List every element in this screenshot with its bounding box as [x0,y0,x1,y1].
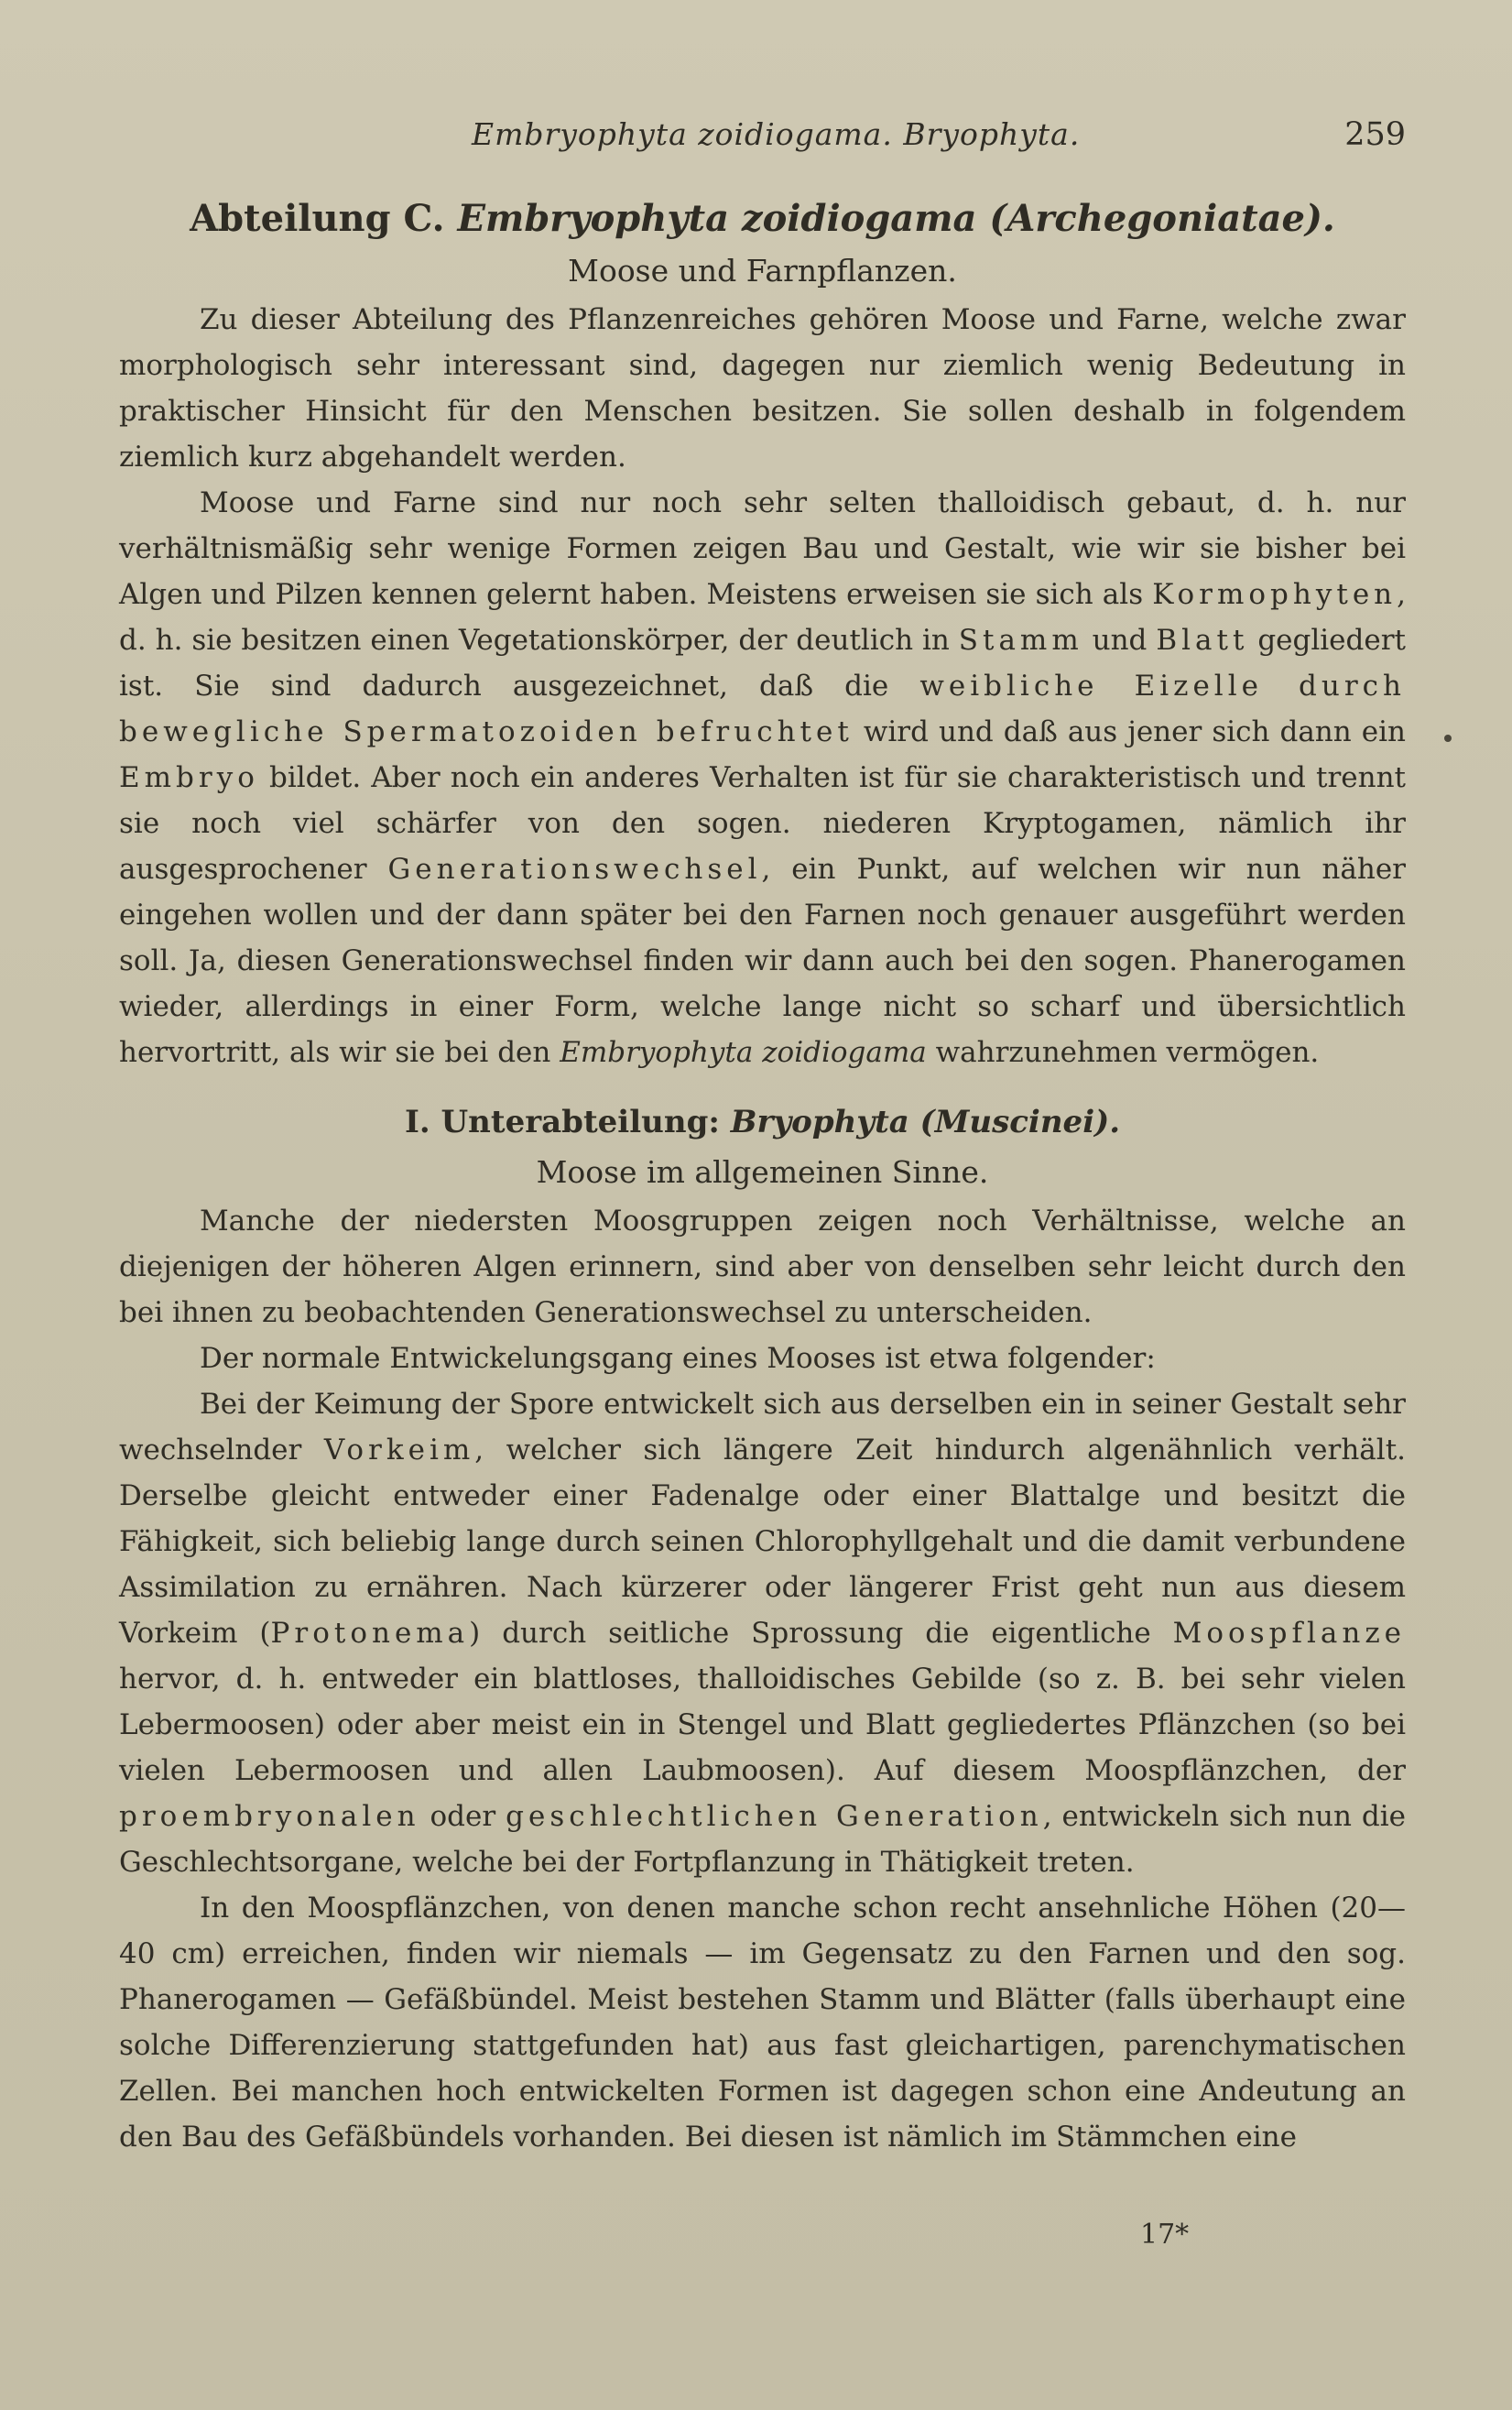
spaced-term: Moospflanze [1172,1617,1406,1650]
signature-mark: 17* [1140,2219,1190,2251]
margin-mark [1444,735,1452,742]
spaced-term: Generationswechsel [387,853,762,886]
text-run: , entwickeln sich nun die Geschlechtsorgane, welche bei der Fortpflanzung in Thätigkeit treten. [119,1800,1406,1879]
spaced-term: proembryonalen [119,1800,420,1833]
paragraph-2 [119,480,1406,1075]
text-run: wahrzunehmen vermögen. [935,1036,1320,1069]
spaced-term: Kormophyten [1152,578,1398,611]
spaced-term: Protonema [270,1617,470,1650]
text-run: gegliedert ist. Sie sind dadurch ausgezeichnet, daß die [119,624,1406,703]
page-number: 259 [1344,116,1406,153]
section-subtitle: Moose und Farnpflanzen. [568,253,957,289]
subsection-latin-title: Bryophyta (Muscinei). [730,1104,1121,1140]
subsection-subtitle: Moose im allgemeinen Sinne. [536,1154,989,1190]
running-title: Embryophyta zoidiogama. Bryophyta. [472,116,1081,152]
section-label: Abteilung C. [190,197,445,240]
paragraph-1: Zu dieser Abteilung des Pflanzenreiches gehören Moose und Farne, welche zwar morphologisch sehr interessant sind, dagegen nur ziemlich wenig Bedeutung in praktischer Hinsicht für den Menschen besitzen. Sie sollen deshalb in folgendem ziemlich kurz abgehandelt werden. [119,303,1406,474]
italic-term: Embryophyta zoidiogama [560,1036,927,1069]
text-run: , ein Punkt, auf welchen wir nun näher eingehen wollen und der dann später bei den Farnen noch genauer ausgeführt werden soll. Ja, diesen Generationswechsel finden wir dann auch bei den sogen. Phanerogamen wieder, allerdings in einer Form, welche lange nicht so scharf und übersichtlich hervortritt, als wir sie bei den [119,853,1406,1069]
running-head [197,112,1406,158]
spaced-term: weibliche Eizelle durch bewegliche Spermatozoiden befruchtet [119,670,1407,748]
paragraph-6: In den Moospflänzchen, von denen manche schon recht ansehnliche Höhen (20—40 cm) erreichen, finden wir niemals — im Gegensatz zu den Farnen und den sog. Phanerogamen — Gefäßbündel. Meist bestehen Stamm und Blätter (falls überhaupt eine solche Differenzierung stattgefunden hat) aus fast gleichartigen, parenchymatischen Zellen. Bei manchen hoch entwickelten Formen ist dagegen schon eine Andeutung an den Bau des Gefäßbündels vorhanden. Bei diesen ist nämlich im Stämmchen eine [119,1892,1406,2154]
spaced-term: geschlechtlichen Generation [506,1800,1043,1833]
subsection-heading [119,1099,1406,1145]
section-heading [119,194,1406,244]
subsection-label: I. Unterabteilung: [404,1104,720,1140]
spaced-term: Vorkeim [323,1434,475,1467]
page-content [119,194,1406,2160]
section-latin-title: Embryophyta zoidiogama (Archegoniatae). [457,197,1335,240]
paragraph-5 [119,1381,1406,1885]
text-run: und [1092,624,1148,657]
text-run: ) durch seitliche Sprossung die eigentliche [469,1617,1151,1650]
text-run: , welcher sich längere Zeit hindurch algenähnlich verhält. Derselbe gleicht entweder einer Fadenalge oder einer Blattalge und besitzt die Fähigkeit, sich beliebig lange durch seinen Chlorophyllgehalt und die damit verbundene Assimilation zu ernähren. Nach kürzerer oder längerer Frist geht nun aus diesem Vorkeim ( [119,1434,1407,1650]
paragraph-3: Manche der niedersten Moosgruppen zeigen noch Verhältnisse, welche an diejenigen der höheren Algen erinnern, sind aber von denselben sehr leicht durch den bei ihnen zu beobachtenden Generationswechsel zu unterscheiden. [119,1205,1406,1329]
text-run: bildet. Aber noch ein anderes Verhalten ist für sie charakteristisch und trennt sie noch viel schärfer von den sogen. niederen Kryptogamen, nämlich ihr ausgesprochener [119,761,1406,886]
text-run: oder [430,1800,496,1833]
text-run: Moose und Farne sind nur noch sehr selten thalloidisch gebaut, d. h. nur verhältnismäßig sehr wenige Formen zeigen Bau und Gestalt, wie wir sie bisher bei Algen und Pilzen kennen gelernt haben. Meistens erweisen sie sich als [119,486,1406,611]
text-run: Bei der Keimung der Spore entwickelt sich aus derselben ein in seiner Gestalt sehr wechselnder [119,1388,1406,1467]
spaced-term: Blatt [1156,624,1249,657]
spaced-term: Stamm [958,624,1083,657]
text-run: wird und daß aus jener sich dann ein [863,715,1406,748]
text-run: hervor, d. h. entweder ein blattloses, thalloidisches Gebilde (so z. B. bei sehr vielen Lebermoosen) oder aber meist ein in Stengel und Blatt gegliedertes Pflänzchen (so bei vielen Lebermoosen und allen Laubmoosen). Auf diesem Moospflänzchen, der [119,1663,1406,1787]
text-run: , d. h. sie besitzen einen Vegetationskörper, der deutlich in [119,578,1407,657]
paragraph-4: Der normale Entwickelungsgang eines Mooses ist etwa folgender: [200,1342,1156,1375]
spaced-term: Embryo [119,761,259,794]
